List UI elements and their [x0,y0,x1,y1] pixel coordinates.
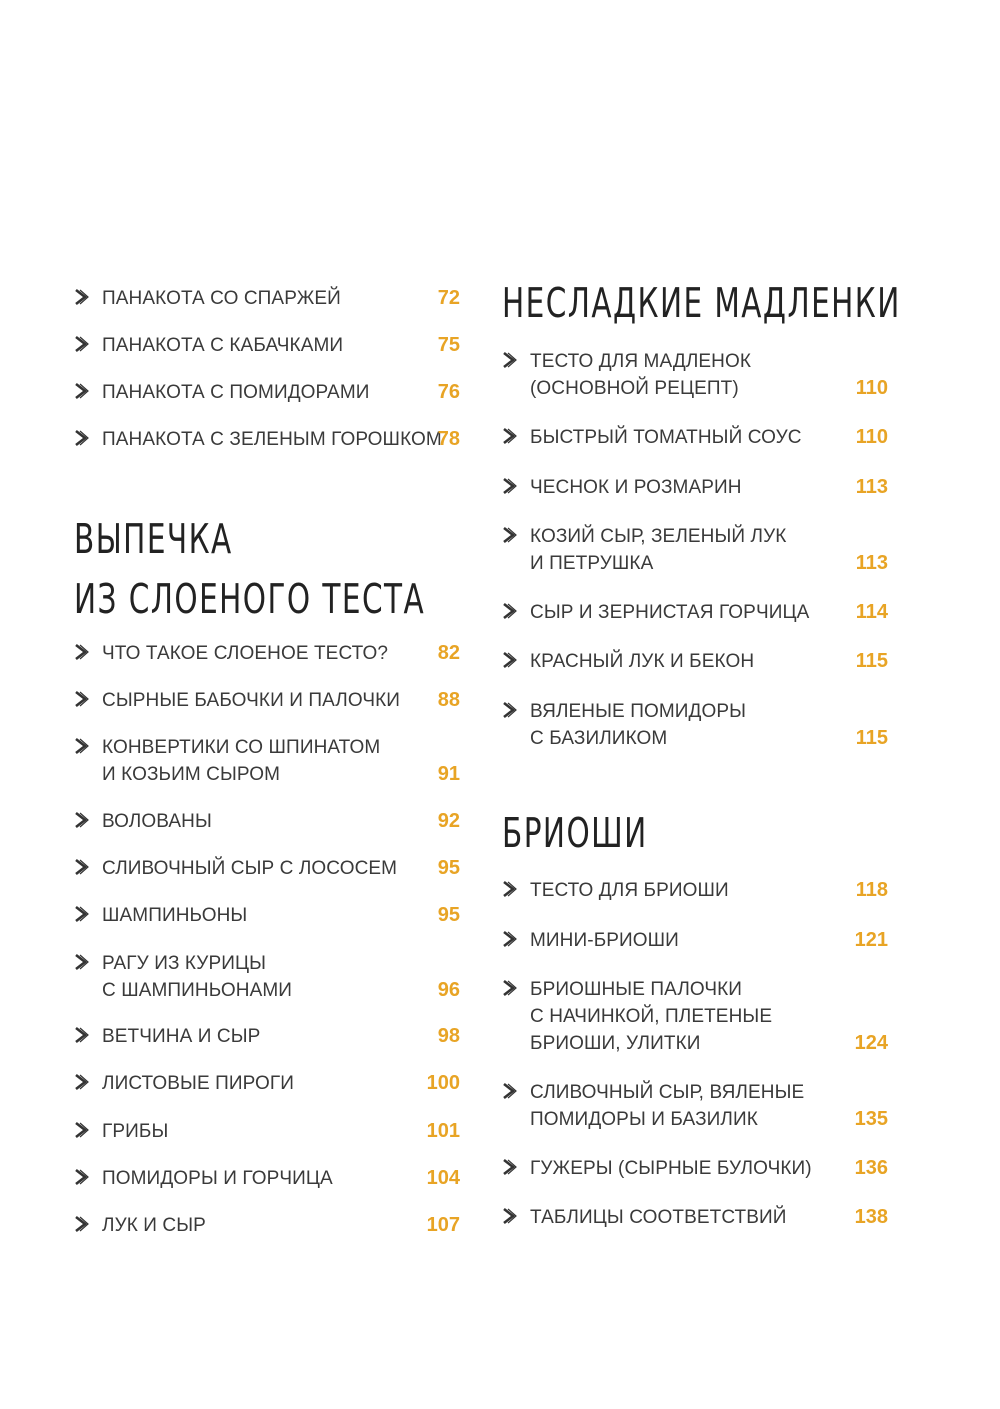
toc-entry[interactable] [502,1079,888,1139]
chevron-right-icon [74,288,90,306]
toc-entry[interactable] [502,523,888,583]
toc-entry-page: 96 [437,979,460,1001]
toc-entry-page: 110 [855,377,888,399]
chevron-right-icon [502,930,518,948]
toc-entry-page: 101 [426,1120,460,1142]
toc-entry-page: 91 [437,763,460,785]
toc-entry-page: 115 [855,650,888,672]
toc-entry-title: ЛУК И СЫР [102,1215,206,1236]
toc-entry-page: 135 [854,1108,888,1130]
toc-entry-page: 76 [437,381,460,403]
toc-entry-page: 115 [855,727,888,749]
toc-entry-title: ШАМПИНЬОНЫ [102,905,248,926]
chevron-right-icon [502,880,518,898]
toc-entry-title: БРИОШНЫЕ ПАЛОЧКИ С НАЧИНКОЙ, ПЛЕТЕНЫЕ БРИОШИ, УЛИТКИ [530,979,773,1054]
chevron-right-icon [502,979,518,997]
chevron-right-icon [74,335,90,353]
toc-entry-title: ПОМИДОРЫ И ГОРЧИЦА [102,1168,333,1189]
section-title: ВЫПЕЧКА [74,515,233,563]
toc-entry-title: ЛИСТОВЫЕ ПИРОГИ [102,1073,294,1094]
chevron-right-icon [74,1215,90,1233]
section-title: НЕСЛАДКИЕ МАДЛЕНКИ [502,279,901,327]
chevron-right-icon [502,701,518,719]
toc-entry-title: ВОЛОВАНЫ [102,811,212,832]
toc-entry-title: БЫСТРЫЙ ТОМАТНЫЙ СОУС [530,427,802,448]
chevron-right-icon [74,858,90,876]
chevron-right-icon [74,1168,90,1186]
toc-entry-title: ВЕТЧИНА И СЫР [102,1026,261,1047]
toc-entry-page: 104 [426,1167,460,1189]
toc-entry-page: 107 [426,1214,460,1236]
chevron-right-icon [74,690,90,708]
toc-entry-page: 118 [855,879,888,901]
toc-entry-title: ПАНАКОТА СО СПАРЖЕЙ [102,288,341,309]
chevron-right-icon [502,1207,518,1225]
toc-entry-page: 124 [854,1032,888,1054]
toc-entry-title: СЛИВОЧНЫЙ СЫР С ЛОСОСЕМ [102,858,398,879]
toc-entry-title: ПАНАКОТА С ЗЕЛЕНЫМ ГОРОШКОМ [102,429,442,450]
toc-entry-page: 121 [854,929,888,951]
toc-entry-page: 110 [855,426,888,448]
toc-entry-title: ВЯЛЕНЫЕ ПОМИДОРЫ С БАЗИЛИКОМ [530,701,747,749]
toc-entry-page: 78 [437,428,460,450]
chevron-right-icon [74,905,90,923]
chevron-right-icon [502,1158,518,1176]
chevron-right-icon [502,526,518,544]
chevron-right-icon [502,351,518,369]
toc-entry-page: 72 [437,287,460,309]
chevron-right-icon [502,1082,518,1100]
toc-entry-title: СЫРНЫЕ БАБОЧКИ И ПАЛОЧКИ [102,690,401,711]
toc-entry-title: МИНИ-БРИОШИ [530,930,679,951]
toc-entry-title: ТЕСТО ДЛЯ БРИОШИ [530,880,729,901]
toc-entry[interactable] [502,976,888,1054]
toc-entry-page: 138 [854,1206,888,1228]
toc-entry[interactable] [74,950,460,1010]
toc-entry-page: 82 [437,642,460,664]
toc-entry-page: 98 [437,1025,460,1047]
toc-entry-title: ЧЕСНОК И РОЗМАРИН [530,477,742,498]
toc-entry[interactable] [502,698,888,758]
toc-entry-page: 88 [437,689,460,711]
toc-entry-title: КРАСНЫЙ ЛУК И БЕКОН [530,651,755,672]
chevron-right-icon [502,427,518,445]
chevron-right-icon [502,651,518,669]
toc-entry-page: 95 [437,857,460,879]
chevron-right-icon [74,953,90,971]
chevron-right-icon [74,811,90,829]
toc-entry-page: 75 [437,334,460,356]
toc-entry-page: 92 [437,810,460,832]
toc-entry-title: КОНВЕРТИКИ СО ШПИНАТОМ И КОЗЬИМ СЫРОМ [102,737,381,785]
chevron-right-icon [74,429,90,447]
toc-entry[interactable] [74,734,460,794]
toc-entry-page: 114 [855,601,888,623]
chevron-right-icon [74,643,90,661]
toc-entry-page: 95 [437,904,460,926]
chevron-right-icon [74,382,90,400]
toc-entry[interactable] [74,1212,460,1272]
toc-entry[interactable] [74,426,460,486]
toc-entry-page: 113 [855,476,888,498]
section-title: ИЗ СЛОЕНОГО ТЕСТА [74,575,426,623]
toc-entry-page: 100 [426,1072,460,1094]
toc-entry[interactable] [502,1204,888,1264]
chevron-right-icon [74,1121,90,1139]
toc-entry-title: СЫР И ЗЕРНИСТАЯ ГОРЧИЦА [530,602,810,623]
toc-entry-title: ГРИБЫ [102,1121,169,1142]
chevron-right-icon [502,477,518,495]
chevron-right-icon [74,1073,90,1091]
toc-entry-title: ПАНАКОТА С ПОМИДОРАМИ [102,382,370,403]
toc-entry-title: РАГУ ИЗ КУРИЦЫ С ШАМПИНЬОНАМИ [102,953,293,1001]
toc-entry-title: ТАБЛИЦЫ СООТВЕТСТВИЙ [530,1207,787,1228]
toc-entry-title: ПАНАКОТА С КАБАЧКАМИ [102,335,344,356]
toc-entry-title: ЧТО ТАКОЕ СЛОЕНОЕ ТЕСТО? [102,643,389,664]
toc-entry-page: 136 [854,1157,888,1179]
toc-entry-title: СЛИВОЧНЫЙ СЫР, ВЯЛЕНЫЕ ПОМИДОРЫ И БАЗИЛИК [530,1082,805,1130]
toc-entry-page: 113 [855,552,888,574]
chevron-right-icon [502,602,518,620]
toc-entry-title: ГУЖЕРЫ (СЫРНЫЕ БУЛОЧКИ) [530,1158,812,1179]
toc-entry-title: КОЗИЙ СЫР, ЗЕЛЕНЫЙ ЛУК И ПЕТРУШКА [530,526,787,574]
section-title: БРИОШИ [502,809,648,857]
chevron-right-icon [74,1026,90,1044]
toc-entry-title: ТЕСТО ДЛЯ МАДЛЕНОК (ОСНОВНОЙ РЕЦЕПТ) [530,351,752,399]
chevron-right-icon [74,737,90,755]
toc-entry[interactable] [502,348,888,408]
